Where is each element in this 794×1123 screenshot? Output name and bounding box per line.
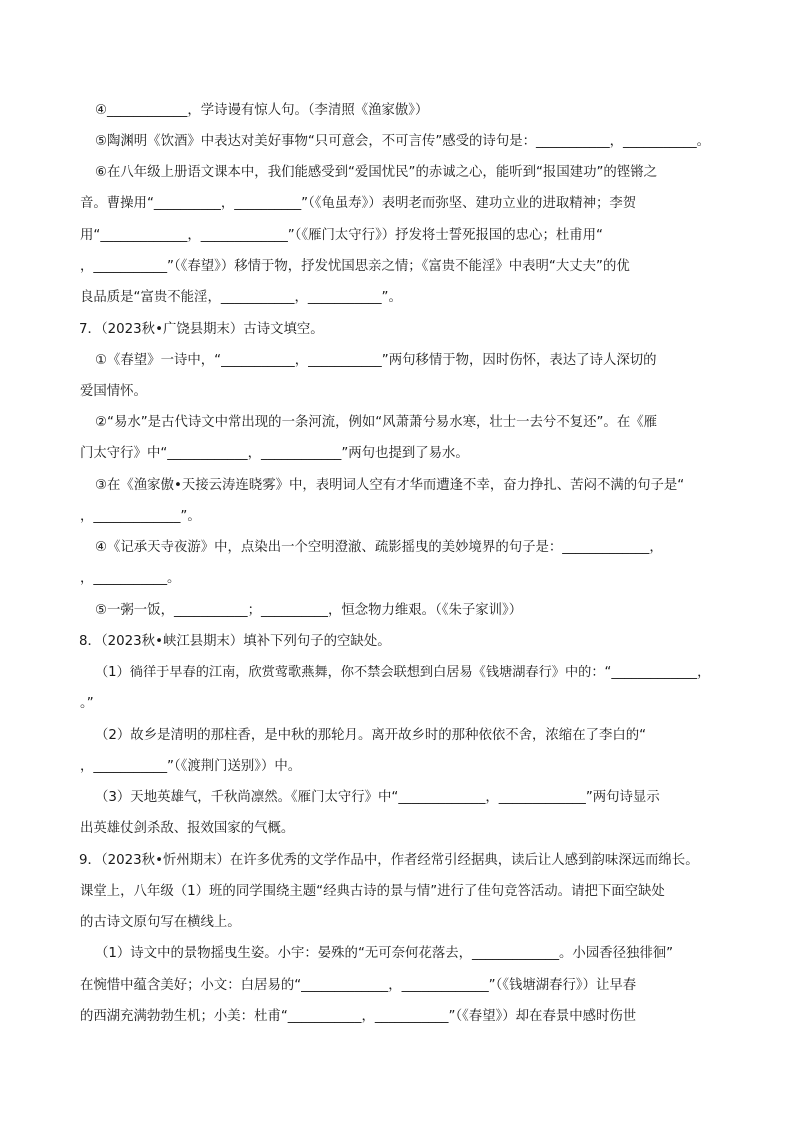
question-8-header: 8．（2023秋•峡江县期末）填补下列句子的空缺处。 xyxy=(79,634,391,649)
text-line: 的西湖充满勃勃生机；小美：杜甫“___________，___________”（《春望》）却在春景中感时伤世 xyxy=(80,1009,637,1024)
text-line: 出英雄仗剑杀敌、报效国家的气概。 xyxy=(80,821,295,836)
text-line: ，___________”（《渡荆门送别》）中。 xyxy=(80,759,302,774)
text-line: 在惋惜中蕴含美好；小文：白居易的“_____________，_____________”（《钱塘湖春行》）让早春 xyxy=(80,978,637,993)
text-line: ③在《渔家傲•天接云涛连晓雾》中，表明词人空有才华而遭逢不幸，奋力挣扎、苦闷不满的句子是“ xyxy=(95,478,685,493)
text-line: （1）诗文中的景物摇曳生姿。小宇：晏殊的“无可奈何花落去，_____________。小园香径独徘徊” xyxy=(95,946,674,961)
text-line: ②“易水”是古代诗文中常出现的一条河流，例如“风萧萧兮易水寒，壮士一去兮不复还”。在《雁 xyxy=(95,415,657,430)
text-line: 爱国情怀。 xyxy=(80,384,147,399)
question-7-header: 7．（2023秋•广饶县期末）古诗文填空。 xyxy=(79,322,324,337)
text-line: 课堂上，八年级（1）班的同学围绕主题“经典古诗的景与情”进行了佳句竞答活动。请把下面空缺处 xyxy=(80,884,665,899)
text-line: （2）故乡是清明的那柱香，是中秋的那轮月。离开故乡时的那种依依不舍，浓缩在了李白的“ xyxy=(95,728,647,743)
text-line: 音。曹操用“__________，__________”（《龟虽寿》）表明老而弥坚、建功立业的进取精神；李贺 xyxy=(80,196,637,211)
text-line: ⑥在八年级上册语文课本中，我们能感受到“爱国忧民”的赤诚之心，能听到“报国建功”的铿锵之 xyxy=(95,165,657,180)
text-line: 。” xyxy=(80,696,94,711)
text-line: ①《春望》一诗中，“___________，___________”两句移情于物，因时伤怀，表达了诗人深切的 xyxy=(95,353,657,368)
text-line: ⑤陶渊明《饮酒》中表达对美好事物“只可意会，不可言传”感受的诗句是：___________，___________。 xyxy=(95,134,711,149)
text-line: ，___________”（《春望》）移情于物，抒发忧国思亲之情；《富贵不能淫》中表明“大丈夫”的优 xyxy=(80,259,630,274)
question-9-header: 9．（2023秋•忻州期末）在许多优秀的文学作品中，作者经常引经据典，读后让人感到韵味深远而绵长。 xyxy=(79,853,699,868)
text-line: 门太守行》中“____________，____________”两句也提到了易水。 xyxy=(80,446,469,461)
text-line: ，___________。 xyxy=(80,571,181,586)
text-line: ，_____________”。 xyxy=(80,509,201,524)
text-line: ④____________，学诗谩有惊人句。（李清照《渔家傲》） xyxy=(95,103,429,118)
text-line: 的古诗文原句写在横线上。 xyxy=(80,915,241,930)
text-line: 用“_____________，_____________”（《雁门太守行》）抒发将士誓死报国的忠心；杜甫用“ xyxy=(80,228,603,243)
text-line: ④《记承天寺夜游》中，点染出一个空明澄澈、疏影摇曳的美妙境界的句子是：_____________， xyxy=(95,540,663,555)
text-line: ⑤一粥一饭，___________；__________，恒念物力维艰。（《朱子家训》） xyxy=(95,603,523,618)
text-line: （1）徜徉于早春的江南，欣赏莺歌燕舞，你不禁会联想到白居易《钱塘湖春行》中的：“_____________， xyxy=(95,665,711,680)
text-line: （3）天地英雄气，千秋尚凛然。《雁门太守行》中“_____________，_____________”两句诗显示 xyxy=(95,790,660,805)
text-line: 良品质是“富贵不能淫，___________，___________”。 xyxy=(80,290,402,305)
